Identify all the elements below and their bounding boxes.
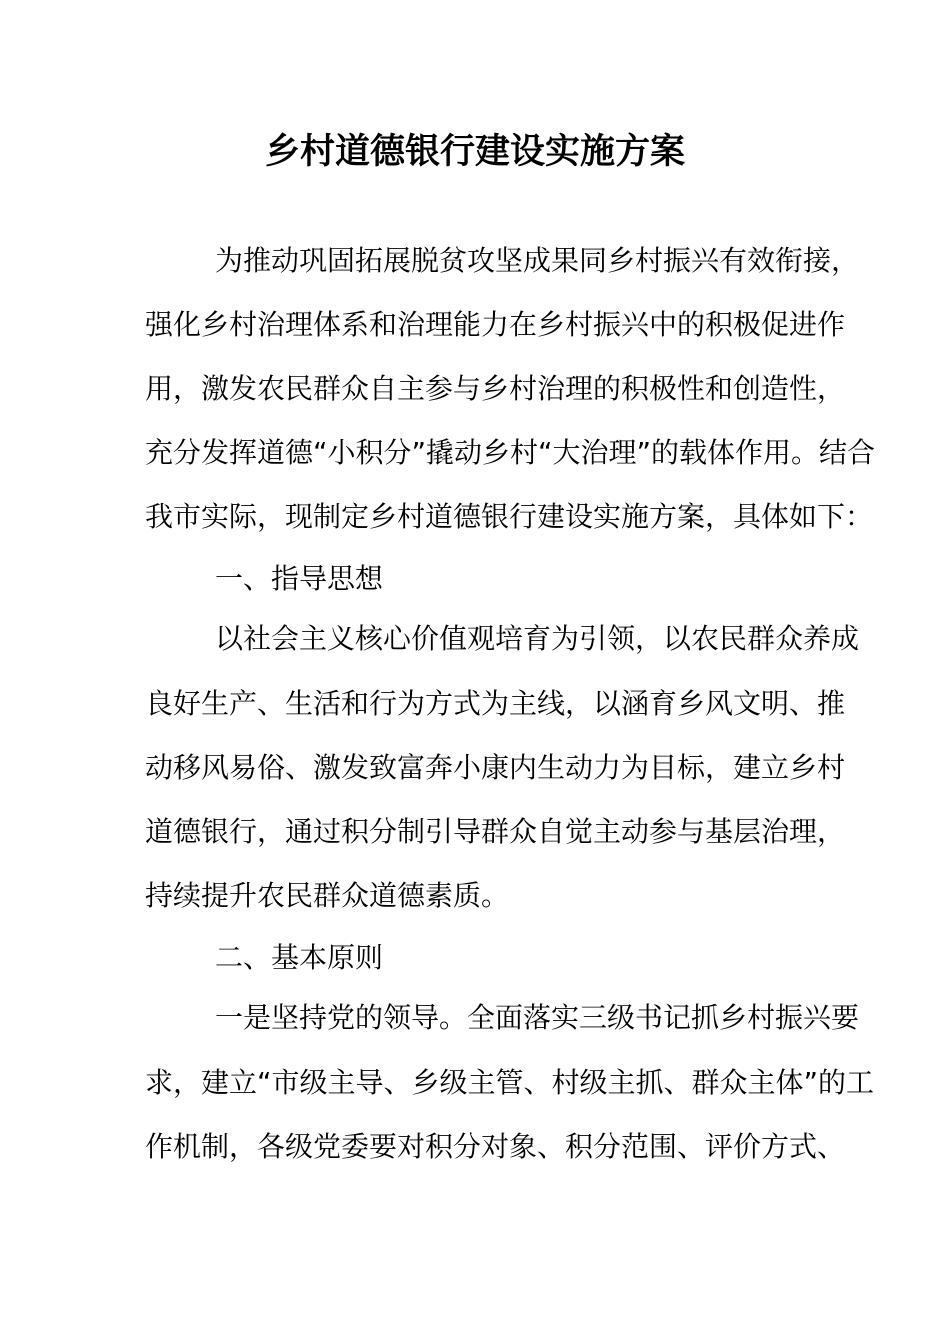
paragraph-line: 一是坚持党的领导。全面落实三级书记抓乡村振兴要 [215, 1001, 860, 1034]
document-title: 乡村道德银行建设实施方案 [264, 132, 685, 172]
paragraph-line: 良好生产、生活和行为方式为主线，以涵育乡风文明、推 [145, 687, 846, 720]
paragraph-line: 我市实际，现制定乡村道德银行建设实施方案，具体如下： [145, 500, 874, 533]
paragraph-line: 求，建立“市级主导、乡级主管、村级主抓、群众主体”的工 [145, 1066, 875, 1099]
section-heading: 一、指导思想 [215, 562, 384, 595]
paragraph-line: 作机制，各级党委要对积分对象、积分范围、评价方式、 [145, 1130, 846, 1163]
section-heading: 二、基本原则 [215, 941, 384, 974]
paragraph-line: 为推动巩固拓展脱贫攻坚成果同乡村振兴有效衔接， [215, 244, 860, 277]
paragraph-line: 持续提升农民群众道德素质。 [145, 879, 510, 912]
paragraph-line: 充分发挥道德“小积分”撬动乡村“大治理”的载体作用。结合 [145, 436, 876, 469]
paragraph-line: 动移风易俗、激发致富奔小康内生动力为目标，建立乡村 [145, 751, 846, 784]
paragraph-line: 以社会主义核心价值观培育为引领，以农民群众养成 [215, 622, 860, 655]
paragraph-line: 道德银行，通过积分制引导群众自觉主动参与基层治理， [145, 815, 846, 848]
paragraph-line: 强化乡村治理体系和治理能力在乡村振兴中的积极促进作 [145, 308, 846, 341]
paragraph-line: 用，激发农民群众自主参与乡村治理的积极性和创造性， [145, 372, 846, 405]
